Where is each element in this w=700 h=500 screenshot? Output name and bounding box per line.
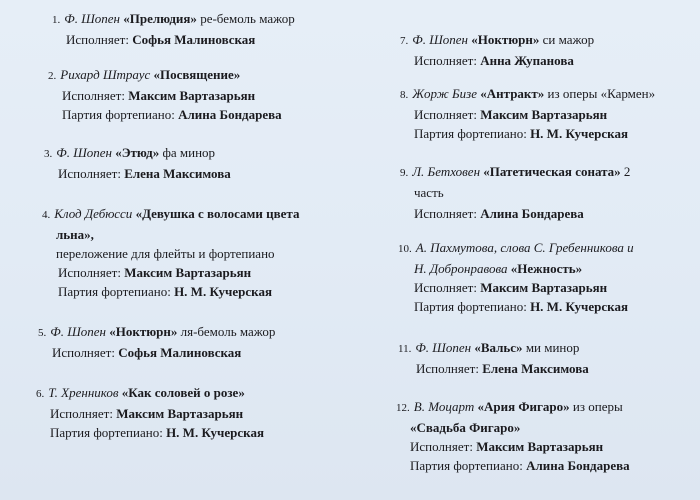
piece-details: из оперы [569,399,623,414]
item-number: 9. [400,167,409,179]
pianist-name: Н. М. Кучерская [530,126,628,141]
performer-name: Максим Вартазарьян [116,406,244,421]
piece-title: «Ария Фигаро» [477,399,570,414]
pianist-name: Н. М. Кучерская [166,425,264,440]
pianist-name: Н. М. Кучерская [174,284,272,299]
performer-name: Елена Максимова [124,166,231,181]
program-item-9 [400,162,630,223]
performer-name: Максим Вартазарьян [124,265,252,280]
program-item-7 [400,30,594,70]
program-item-6 [36,383,264,442]
program-item-2 [48,65,282,124]
composer: Жорж Бизе [412,86,478,101]
performer-label: Исполняет: [66,32,129,47]
piece-title: «Этюд» [115,145,160,160]
item-number: 12. [396,402,410,414]
performer-label: Исполняет: [50,406,113,421]
composer: Ф. Шопен [50,324,106,339]
composer: Т. Хренников [48,385,119,400]
piece-details: ре-бемоль мажор [196,11,295,26]
piece-title: «Вальс» [474,340,523,355]
program-item-4 [42,204,299,301]
opera-title: «Свадьба Фигаро» [410,420,521,435]
piano-label: Партия фортепиано: [62,107,175,122]
performer-name: Максим Вартазарьян [128,88,256,103]
piece-title: «Патетическая соната» [483,164,621,179]
program-item-3 [44,143,231,183]
item-number: 10. [398,243,412,255]
piece-details: фа минор [159,145,216,160]
program-item-1 [52,9,295,49]
pianist-name: Алина Бондарева [178,107,282,122]
composer: Ф. Шопен [415,340,472,355]
item-number: 1. [52,14,61,26]
piece-title: «Посвящение» [153,67,241,82]
piano-label: Партия фортепиано: [414,126,527,141]
item-number: 2. [48,70,57,82]
arrangement-note: переложение для флейты и фортепиано [56,246,275,261]
program-item-12 [396,397,630,475]
piece-details: ля-бемоль мажор [177,324,276,339]
composer: Ф. Шопен [412,32,468,47]
pianist-name: Алина Бондарева [526,458,630,473]
pianist-name: Н. М. Кучерская [530,299,628,314]
performer-name: Софья Малиновская [132,32,256,47]
piece-title-continued: льна» [56,227,91,242]
piece-title: «Нежность» [510,261,583,276]
performer-label: Исполняет: [414,280,477,295]
performer-label: Исполняет: [58,166,121,181]
piece-title: «Как соловей о розе» [121,385,245,400]
composer-continued: Н. Добронравова [414,261,508,276]
performer-label: Исполняет: [414,53,477,68]
performer-name: Елена Максимова [482,361,589,376]
piece-title-punct: , [90,227,94,242]
piano-label: Партия фортепиано: [50,425,163,440]
performer-name: Максим Вартазарьян [476,439,604,454]
performer-name: Максим Вартазарьян [480,107,608,122]
performer-label: Исполняет: [414,107,477,122]
performer-label: Исполняет: [416,361,479,376]
item-number: 6. [36,388,45,400]
performer-label: Исполняет: [410,439,473,454]
item-number: 4. [42,209,51,221]
performer-label: Исполняет: [52,345,115,360]
composer: Клод Дебюсси [54,206,133,221]
program-item-8 [400,84,655,143]
item-number: 8. [400,89,409,101]
composer: В. Моцарт [413,399,475,414]
program-item-10 [398,238,634,316]
composer: Рихард Штраус [60,67,151,82]
piece-details: 2 [620,164,631,179]
piece-title: «Ноктюрн» [109,324,178,339]
piece-details: из оперы «Кармен» [544,86,656,101]
piece-title: «Ноктюрн» [471,32,540,47]
piece-title: «Прелюдия» [123,11,197,26]
composer: Л. Бетховен [412,164,481,179]
performer-label: Исполняет: [414,206,477,221]
performer-name: Анна Жупанова [480,53,574,68]
item-number: 7. [400,35,409,47]
item-number: 3. [44,148,53,160]
piece-title: «Антракт» [480,86,545,101]
piano-label: Партия фортепиано: [410,458,523,473]
piece-details-continued: часть [414,185,444,200]
piece-details: ми минор [522,340,580,355]
program-item-11 [398,338,589,378]
piano-label: Партия фортепиано: [58,284,171,299]
piece-details: си мажор [539,32,595,47]
performer-label: Исполняет: [62,88,125,103]
performer-name: Софья Малиновская [118,345,242,360]
item-number: 5. [38,327,47,339]
piano-label: Партия фортепиано: [414,299,527,314]
composer: Ф. Шопен [64,11,120,26]
composer: Ф. Шопен [56,145,112,160]
performer-name: Алина Бондарева [480,206,584,221]
performer-name: Максим Вартазарьян [480,280,608,295]
program-item-5 [38,322,275,362]
composer: А. Пахмутова, слова С. Гребенникова и [415,240,634,255]
piece-title: «Девушка с волосами цвета [135,206,300,221]
item-number: 11. [398,343,412,355]
performer-label: Исполняет: [58,265,121,280]
